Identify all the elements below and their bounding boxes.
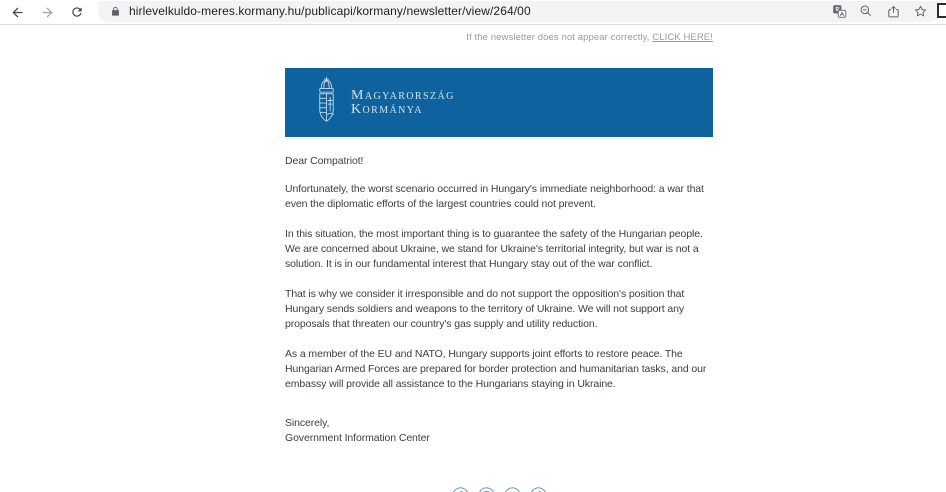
newsletter-page xyxy=(0,25,946,491)
letter-closing-block xyxy=(285,416,713,446)
letter-paragraph-3: That is why we consider it irresponsible and do not support the opposition's position that Hungary sends soldiers and weapons to the territory of Ukraine. We will not support any proposals that threaten our country's gas supply and utility reduction. xyxy=(285,288,685,330)
government-banner xyxy=(285,68,713,137)
letter-paragraph-4: As a member of the EU and NATO, Hungary supports joint efforts to restore peace. The Hungarian Armed Forces are prepared for border protection and humanitarian tasks, and our embassy will provide all assistance to the Hungarians staying in Ukraine. xyxy=(285,348,707,390)
banner-title xyxy=(351,89,455,117)
forward-button[interactable] xyxy=(34,1,60,23)
refresh-icon xyxy=(70,5,84,19)
letter-paragraph-1: Unfortunately, the worst scenario occurred in Hungary's immediate neighborhood: a war that even the diplomatic efforts of the largest countries could not prevent. xyxy=(285,183,704,210)
back-arrow-icon xyxy=(10,5,25,20)
banner-title-line2: Kormánya xyxy=(351,101,423,117)
translate-icon[interactable] xyxy=(831,3,847,19)
facebook-icon[interactable] xyxy=(452,487,469,492)
tiktok-icon[interactable] xyxy=(530,487,547,492)
letter-salutation: Dear Compatriot! xyxy=(285,155,364,167)
bookmark-star-icon[interactable] xyxy=(912,3,928,19)
zoom-out-icon[interactable] xyxy=(858,3,874,19)
browser-toolbar xyxy=(0,0,946,25)
address-bar[interactable] xyxy=(98,1,940,22)
letter-closing: Sincerely, xyxy=(285,417,330,429)
fallback-notice xyxy=(285,25,713,43)
back-button[interactable] xyxy=(4,1,30,23)
lock-icon xyxy=(110,5,121,18)
refresh-button[interactable] xyxy=(64,1,90,23)
fallback-notice-text: If the newsletter does not appear correctly, xyxy=(466,32,653,43)
click-here-link[interactable]: CLICK HERE! xyxy=(652,32,713,43)
letter-signature: Government Information Center xyxy=(285,432,430,444)
letter-paragraph-2: In this situation, the most important thing is to guarantee the safety of the Hungarian people. We are concerned about Ukraine, we stand for Ukraine's territorial integrity, but war is not a solution. It is in our fundamental interest that Hungary stay out of the war conflict. xyxy=(285,228,703,270)
newsletter-content xyxy=(285,25,713,492)
share-icon[interactable] xyxy=(885,3,901,19)
cutoff-window-icon[interactable] xyxy=(937,3,946,18)
hungary-coat-of-arms-icon xyxy=(314,75,339,127)
forward-arrow-icon xyxy=(40,5,55,20)
instagram-icon[interactable] xyxy=(478,487,495,492)
social-links xyxy=(285,487,713,492)
banner-title-line1: Magyarország xyxy=(351,87,455,103)
url-text[interactable]: hirlevelkuldo-meres.kormany.hu/publicapi/kormany/newsletter/view/264/00 xyxy=(129,4,531,18)
letter-body xyxy=(285,154,713,446)
youtube-icon[interactable] xyxy=(504,487,521,492)
